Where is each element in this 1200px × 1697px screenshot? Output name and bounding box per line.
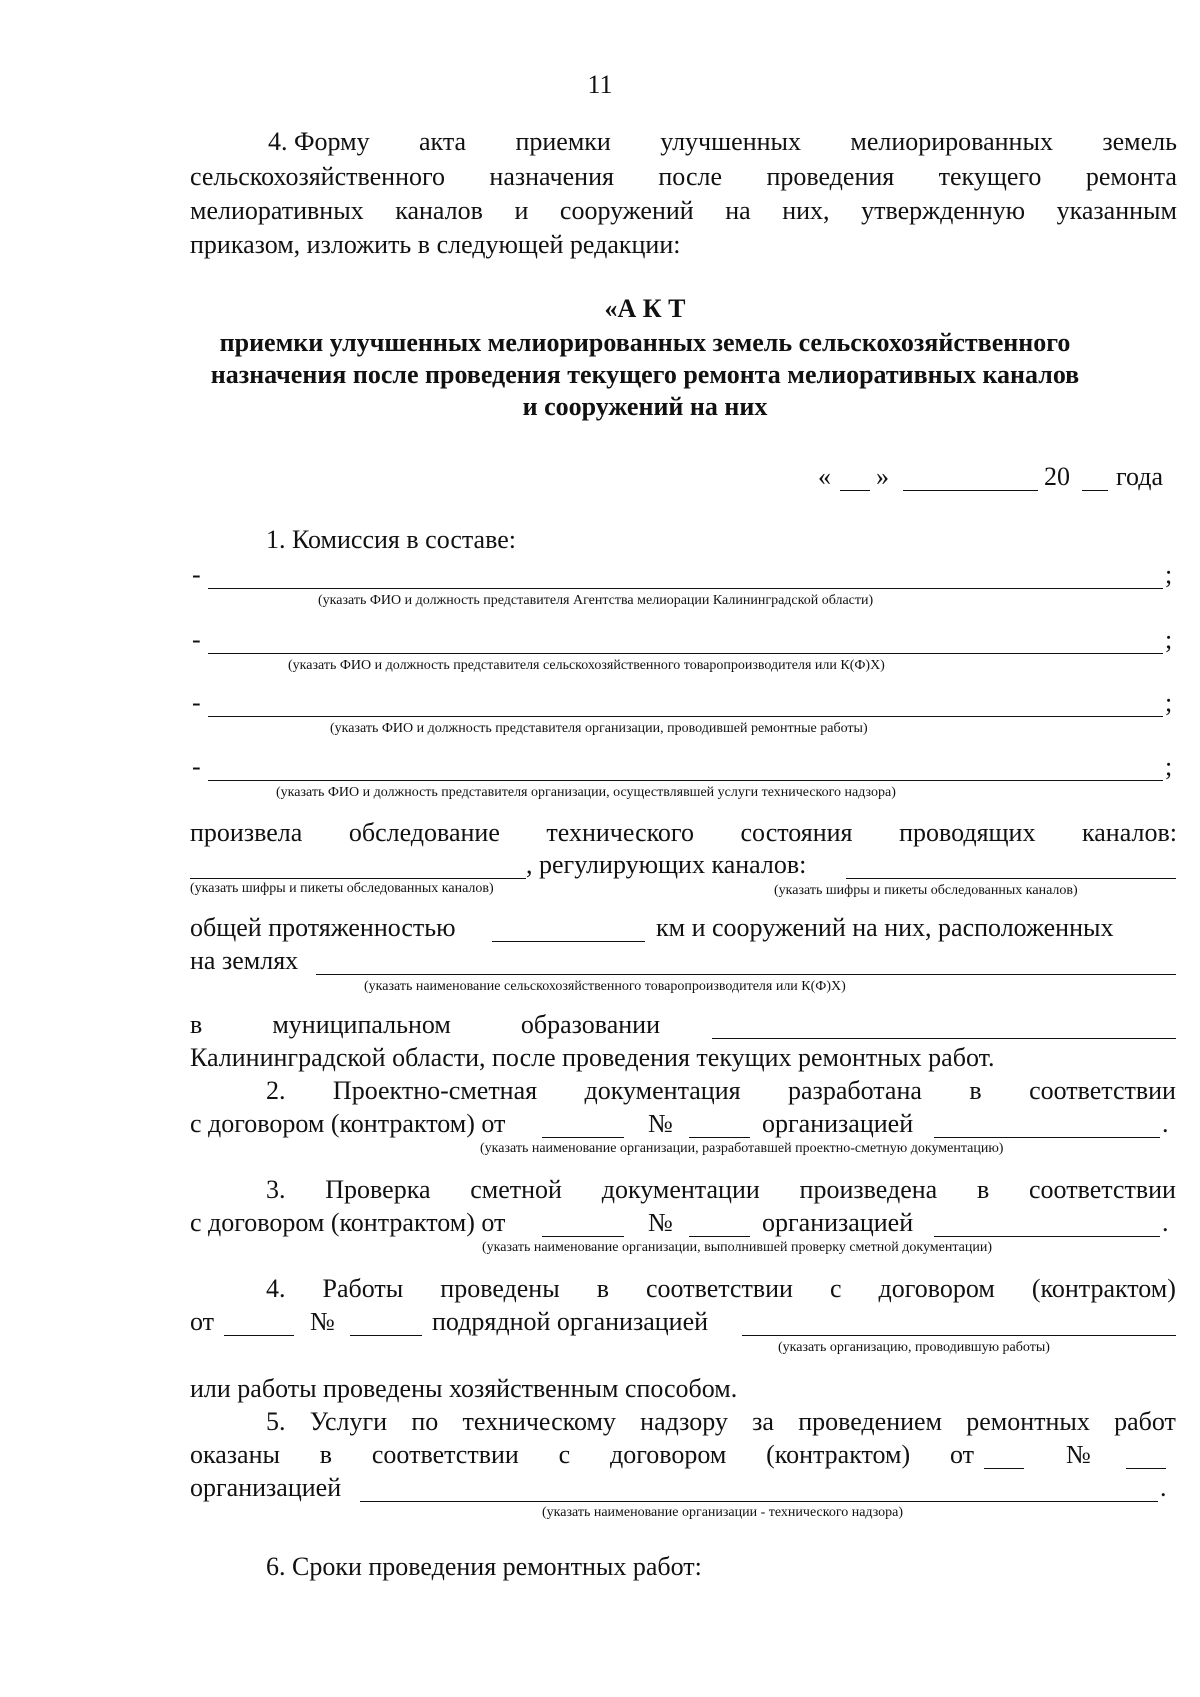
- item2-number-sign: №: [648, 1109, 673, 1138]
- word: в: [976, 1175, 990, 1204]
- word: документации: [601, 1175, 760, 1204]
- item5-number-sign: №: [1066, 1440, 1091, 1469]
- item3-number-sign: №: [648, 1208, 673, 1237]
- word: соответствии: [646, 1274, 793, 1303]
- word: сельскохозяйственного: [190, 162, 445, 191]
- page-number: 11: [587, 70, 613, 99]
- word: каналов: [395, 196, 483, 225]
- item4-line-1: [266, 1274, 1176, 1304]
- feeding-canals-field[interactable]: [190, 878, 526, 879]
- item2-end: .: [1162, 1109, 1169, 1138]
- item2-caption: (указать наименование организации, разработавшей проектно-сметную документацию): [480, 1141, 1004, 1156]
- item2-line-1: [266, 1076, 1176, 1106]
- word: 2.: [266, 1076, 286, 1105]
- word: проведены: [440, 1274, 560, 1303]
- member-name-field[interactable]: [208, 653, 1163, 654]
- intro-line-1: [268, 127, 1177, 157]
- act-title-line-2: назначения после проведения текущего ремонта мелиоративных каналов: [210, 360, 1080, 389]
- word: по: [411, 1407, 439, 1436]
- item5-line-2: [190, 1440, 974, 1470]
- word: проведения: [766, 162, 895, 191]
- word: разработана: [788, 1076, 922, 1105]
- word: муниципальном: [272, 1010, 451, 1039]
- item6-text: 6. Сроки проведения ремонтных работ:: [266, 1552, 702, 1581]
- word: ремонтных: [966, 1407, 1090, 1436]
- word: произвела: [190, 818, 303, 847]
- intro-line-3: [190, 196, 1177, 226]
- word: состояния: [740, 818, 853, 847]
- item5-line-1: [266, 1407, 1176, 1437]
- member-caption: (указать ФИО и должность представителя организации, проводившей ремонтные работы): [330, 721, 868, 736]
- lands-prefix: на землях: [190, 946, 299, 975]
- intro-line-2: [190, 162, 1177, 192]
- word: проводящих: [899, 818, 1036, 847]
- member-dash: -: [192, 560, 201, 589]
- item2-date-field[interactable]: [542, 1137, 624, 1138]
- item3-line-1: [266, 1175, 1176, 1205]
- lands-field[interactable]: [316, 974, 1176, 975]
- member-dash: -: [192, 752, 201, 781]
- item5-date-field[interactable]: [984, 1468, 1024, 1469]
- word: в: [190, 1010, 203, 1039]
- word: улучшенных: [660, 127, 801, 156]
- item2-org-field[interactable]: [934, 1137, 1160, 1138]
- length-suffix: км и сооружений на них, расположенных: [656, 913, 1114, 942]
- length-prefix: общей протяженностью: [190, 913, 456, 942]
- member-dash: -: [192, 688, 201, 717]
- item4-date-field[interactable]: [224, 1335, 294, 1336]
- regulating-canals-caption: (указать шифры и пикеты обследованных каналов): [774, 883, 1078, 898]
- municipality-field[interactable]: [712, 1038, 1176, 1039]
- word: сметной: [470, 1175, 562, 1204]
- word: каналов:: [1082, 818, 1177, 847]
- item5-caption: (указать наименование организации - технического надзора): [542, 1505, 904, 1520]
- item2-number-field[interactable]: [689, 1137, 750, 1138]
- word: Проверка: [325, 1175, 431, 1204]
- word: 5.: [266, 1407, 286, 1436]
- regulating-canals-field[interactable]: [846, 878, 1176, 879]
- act-title-line-1: приемки улучшенных мелиорированных земель сельскохозяйственного: [219, 328, 1071, 357]
- word: с: [558, 1440, 571, 1469]
- item4-contractor-field[interactable]: [742, 1335, 1176, 1336]
- year-blank[interactable]: [1082, 490, 1108, 491]
- member-caption: (указать ФИО и должность представителя сельскохозяйственного товаропроизводителя или К(Ф)Х): [288, 658, 885, 673]
- item3-caption: (указать наименование организации, выполнившей проверку сметной документации): [482, 1240, 992, 1255]
- year-suffix: года: [1116, 462, 1164, 491]
- lands-caption: (указать наименование сельскохозяйственного товаропроизводителя или К(Ф)Х): [364, 979, 846, 994]
- word: работ: [1114, 1407, 1176, 1436]
- region-line: Калининградской области, после проведения текущих ремонтных работ.: [190, 1043, 995, 1072]
- item5-end: .: [1160, 1473, 1167, 1502]
- word: мелиоративных: [190, 196, 364, 225]
- word: оказаны: [190, 1440, 280, 1469]
- item4-number-field[interactable]: [350, 1335, 422, 1336]
- word: Проектно-сметная: [332, 1076, 538, 1105]
- day-blank[interactable]: [840, 490, 870, 491]
- word: произведена: [799, 1175, 938, 1204]
- survey-line-1: [190, 818, 1177, 848]
- word: сооружений: [559, 196, 694, 225]
- word: акта: [419, 127, 467, 156]
- word: проведением: [798, 1407, 943, 1436]
- intro-line-4: приказом, изложить в следующей редакции:: [190, 230, 681, 259]
- member-name-field[interactable]: [208, 716, 1163, 717]
- word: техническому: [462, 1407, 616, 1436]
- act-heading: «А К Т: [604, 294, 686, 323]
- member-name-field[interactable]: [208, 588, 1163, 589]
- word: Работы: [322, 1274, 404, 1303]
- item4-caption: (указать организацию, проводившую работы): [778, 1340, 1050, 1355]
- word: (контрактом): [1031, 1274, 1176, 1303]
- member-name-field[interactable]: [208, 780, 1163, 781]
- word: них,: [782, 196, 830, 225]
- word: после: [658, 162, 723, 191]
- word: обследование: [348, 818, 500, 847]
- item3-contract-prefix: с договором (контрактом) от: [190, 1208, 506, 1237]
- word: в: [319, 1440, 333, 1469]
- item3-org-label: организацией: [762, 1208, 914, 1237]
- word: Услуги: [309, 1407, 388, 1436]
- year-prefix: 20: [1044, 462, 1070, 491]
- date-close-quote: »: [876, 462, 889, 491]
- word: документация: [584, 1076, 741, 1105]
- member-caption: (указать ФИО и должность представителя организации, осуществлявшей услуги технического надзора): [276, 785, 896, 800]
- item3-org-field[interactable]: [934, 1236, 1160, 1237]
- item4-number-sign: №: [310, 1307, 335, 1336]
- word: на: [725, 196, 751, 225]
- word: указанным: [1056, 196, 1177, 225]
- word: в: [596, 1274, 609, 1303]
- word: соответствии: [1029, 1175, 1176, 1204]
- word: с: [829, 1274, 842, 1303]
- word: от: [949, 1440, 974, 1469]
- word: ремонта: [1085, 162, 1177, 191]
- word: мелиорированных: [850, 127, 1053, 156]
- word: образовании: [520, 1010, 660, 1039]
- word: соответствии: [1029, 1076, 1176, 1105]
- word: 4.: [266, 1274, 286, 1303]
- word: 3.: [266, 1175, 286, 1204]
- word: надзору: [640, 1407, 728, 1436]
- item4-alt-line: или работы проведены хозяйственным способом.: [190, 1374, 738, 1403]
- item4-from-label: от: [190, 1307, 215, 1336]
- date-open-quote: «: [818, 462, 831, 491]
- commission-heading: 1. Комиссия в составе:: [266, 525, 516, 554]
- word: соответствии: [371, 1440, 519, 1469]
- month-blank[interactable]: [903, 490, 1038, 491]
- word: назначения: [489, 162, 614, 191]
- word: текущего: [938, 162, 1042, 191]
- member-dash: -: [192, 625, 201, 654]
- regulating-canals-label: , регулирующих каналов:: [526, 850, 807, 879]
- word: технического: [546, 818, 694, 847]
- item3-date-field[interactable]: [542, 1236, 624, 1237]
- item5-number-field[interactable]: [1126, 1468, 1166, 1469]
- member-semicolon: ;: [1165, 625, 1173, 654]
- member-semicolon: ;: [1165, 560, 1173, 589]
- word: в: [969, 1076, 982, 1105]
- word: земель: [1102, 127, 1177, 156]
- word: за: [752, 1407, 774, 1436]
- word: договором: [878, 1274, 995, 1303]
- municipal-line: [190, 1010, 660, 1040]
- member-semicolon: ;: [1165, 688, 1173, 717]
- member-semicolon: ;: [1165, 752, 1173, 781]
- item5-org-field[interactable]: [360, 1501, 1158, 1502]
- word: и: [514, 196, 529, 225]
- word: приемки: [515, 127, 611, 156]
- act-title-line-3: и сооружений на них: [522, 392, 768, 421]
- word: (контрактом): [766, 1440, 911, 1469]
- word: 4. Форму: [268, 127, 370, 156]
- item4-contractor-label: подрядной организацией: [432, 1307, 709, 1336]
- word: договором: [609, 1440, 727, 1469]
- feeding-canals-caption: (указать шифры и пикеты обследованных каналов): [190, 881, 494, 896]
- item2-contract-prefix: с договором (контрактом) от: [190, 1109, 506, 1138]
- item3-number-field[interactable]: [689, 1236, 750, 1237]
- word: утвержденную: [861, 196, 1026, 225]
- member-caption: (указать ФИО и должность представителя Агентства мелиорации Калининградской области): [318, 593, 874, 608]
- item3-end: .: [1162, 1208, 1169, 1237]
- item5-org-label: организацией: [190, 1473, 342, 1502]
- length-field[interactable]: [492, 941, 645, 942]
- item2-org-label: организацией: [762, 1109, 914, 1138]
